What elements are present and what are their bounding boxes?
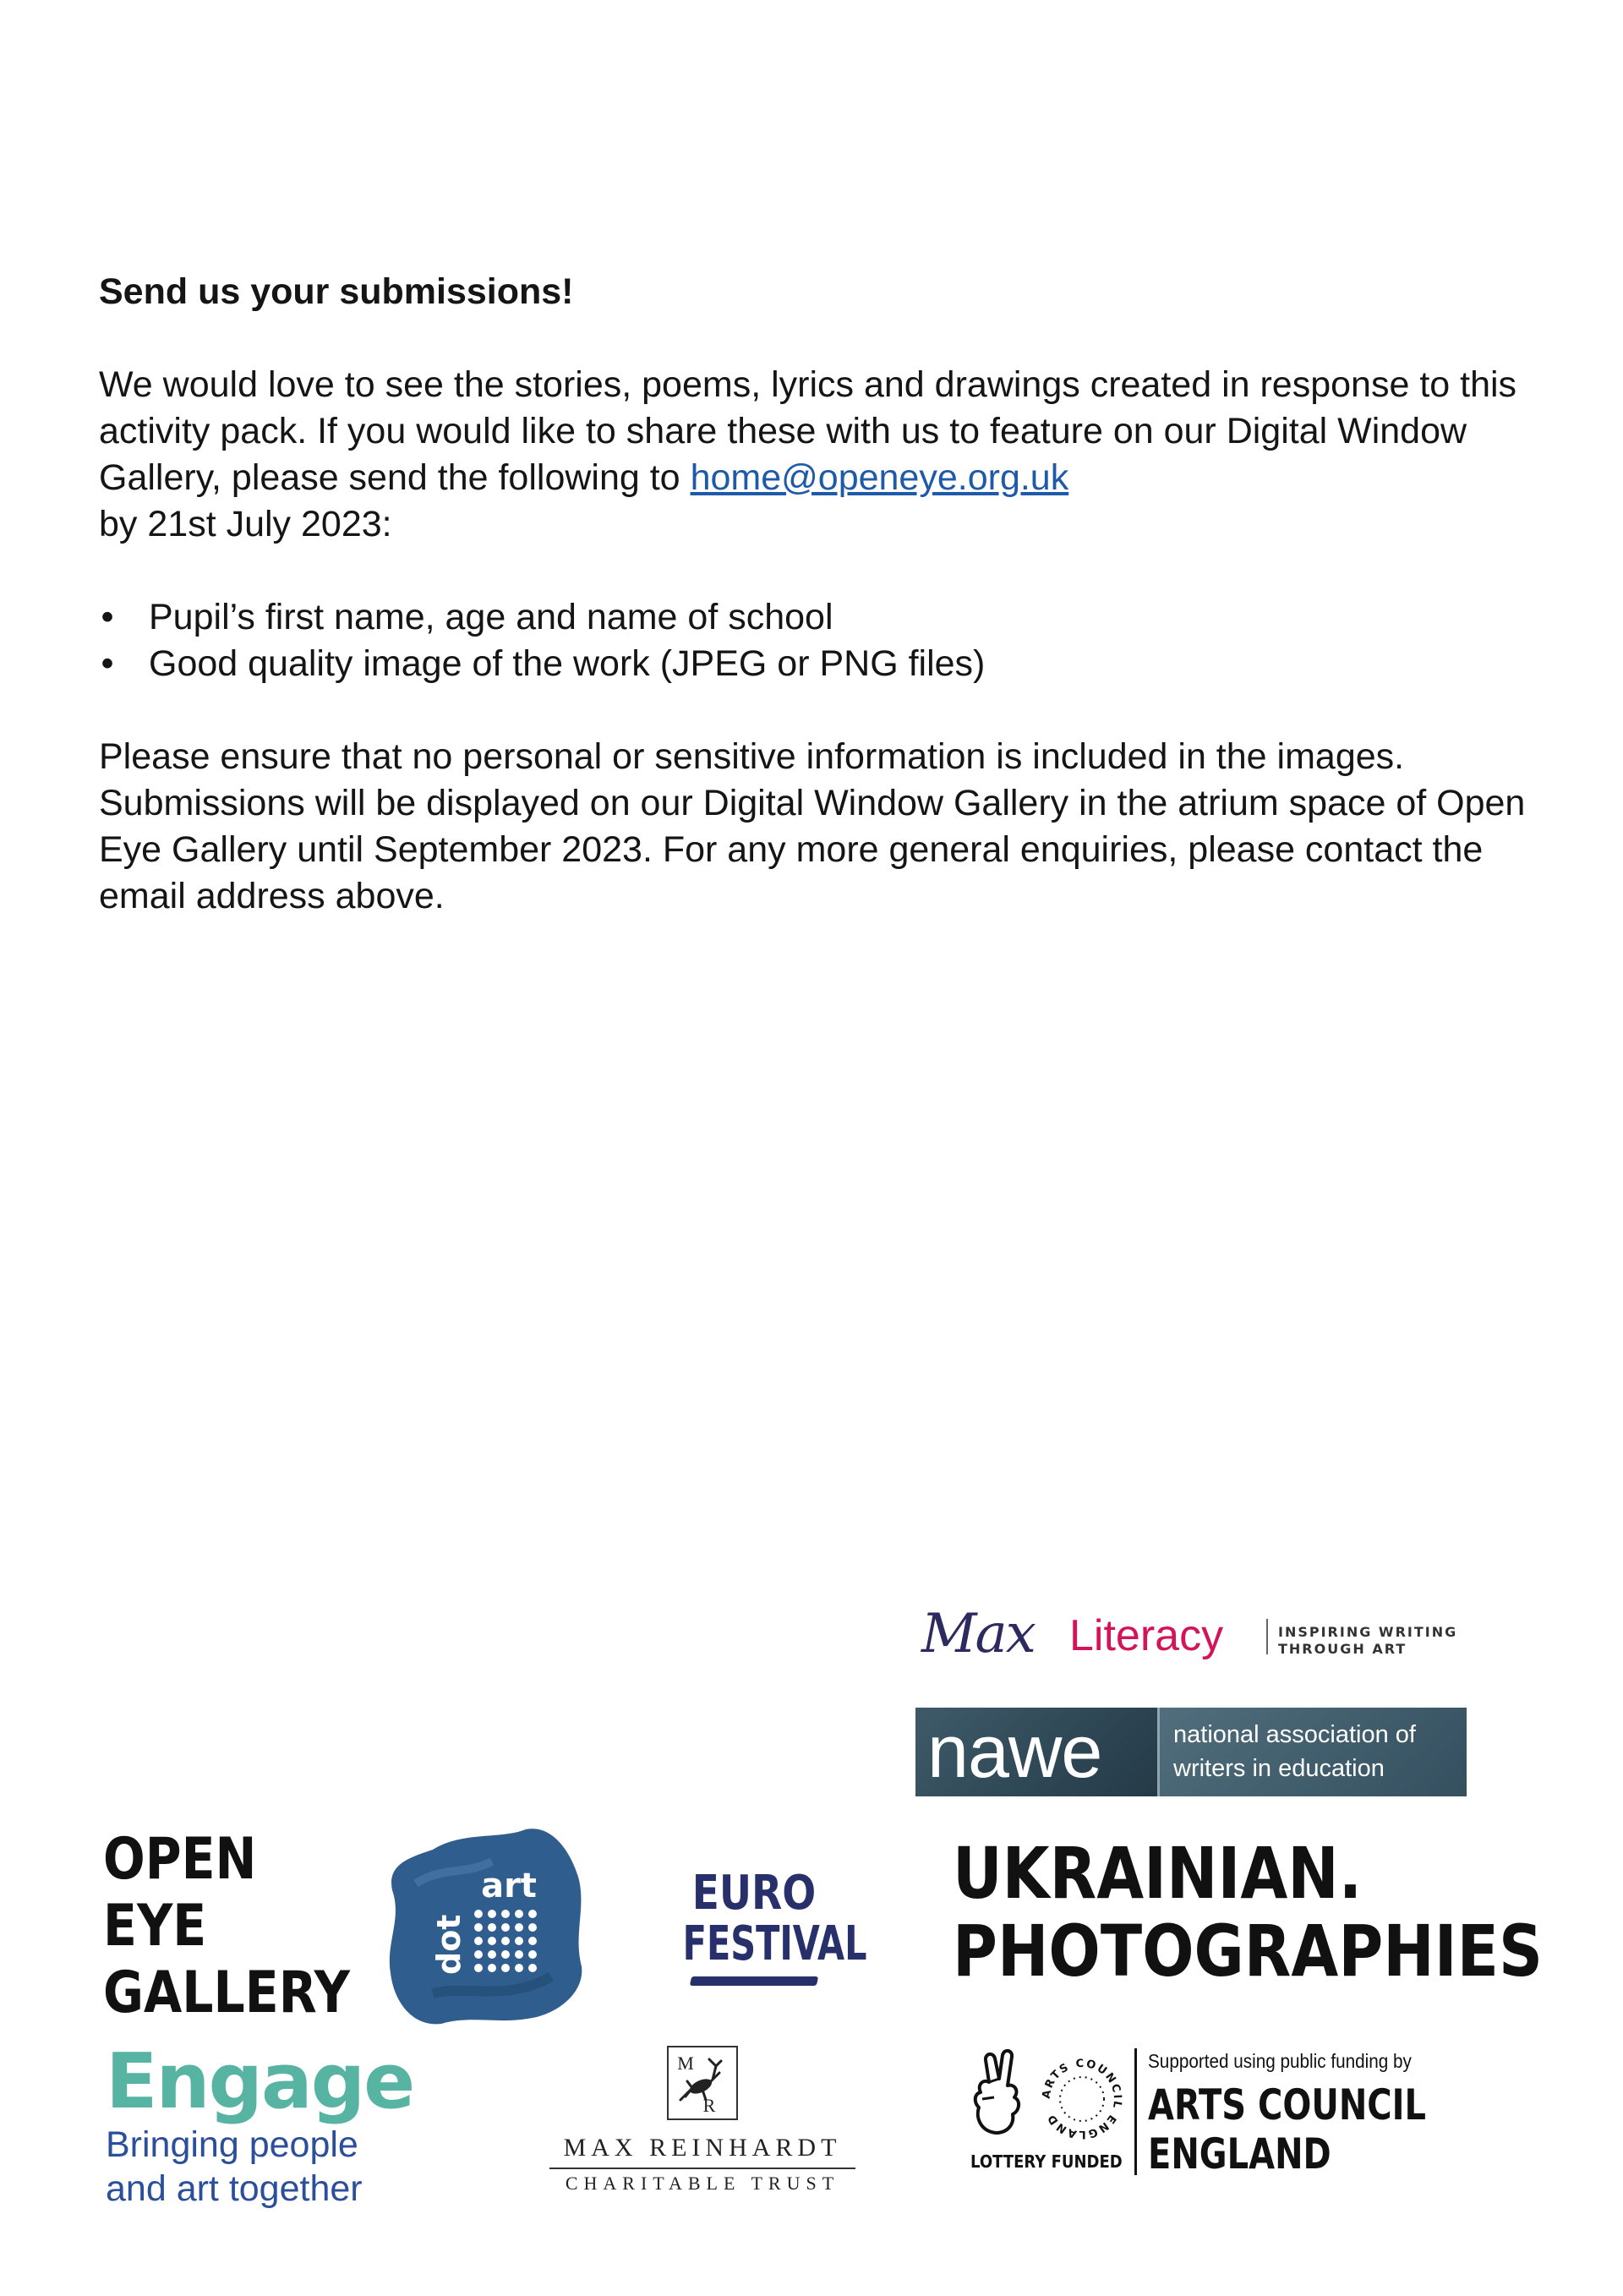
requirements-list — [99, 594, 1553, 687]
dot-art-dot-text: dot — [430, 1914, 467, 1975]
arts-council-ring-text: ARTS COUNCIL ENGLAND — [1040, 2057, 1124, 2141]
max-literacy-literacy: Literacy — [1069, 1611, 1224, 1660]
ukrainian-photographies-wordmark — [953, 1832, 1543, 1993]
max-literacy-tag-line2: THROUGH ART — [1278, 1641, 1407, 1657]
max-reinhardt-monogram — [667, 2046, 738, 2120]
arts-council-supported-text: Supported using public funding by — [1148, 2050, 1412, 2072]
open-eye-gallery-wordmark — [103, 1826, 350, 2026]
max-reinhardt-logo — [549, 2046, 855, 2198]
bullet-icon: • — [101, 597, 114, 637]
submissions-closing: Please ensure that no personal or sensitive information is included in the images. Submissions will be displayed on our Digital Window Gallery in the atrium space of Open Eye Gallery until September 2023. For any more general enquiries, please contact the email address above. — [99, 736, 1526, 916]
max-reinhardt-trust: CHARITABLE TRUST — [565, 2173, 840, 2194]
submissions-heading: Send us your submissions! — [99, 271, 574, 312]
nawe-wordmark-panel — [915, 1708, 1157, 1796]
list-item-text: Pupil’s first name, age and name of school — [149, 597, 833, 637]
max-literacy-tagline — [1278, 1624, 1457, 1658]
lottery-funded-text: LOTTERY FUNDED — [970, 2151, 1123, 2172]
engage-sub-line1: Bringing people — [106, 2124, 358, 2165]
nawe-full-name — [1173, 1718, 1416, 1785]
ukr-line2: PHOTOGRAPHIES — [953, 1910, 1543, 1993]
intro-text: We would love to see the stories, poems, lyrics and drawings created in response to this activity pack. If you would like to share these with us to feature on our Digital Window Gallery, please send the following to — [99, 364, 1517, 498]
open-eye-gallery-logo — [103, 1826, 390, 2026]
stag-icon — [669, 2047, 736, 2118]
submissions-intro — [99, 362, 1553, 548]
max-literacy-logo — [921, 1600, 1462, 1668]
arts-council-name — [1148, 2080, 1426, 2178]
nawe-line2: writers in education — [1173, 1755, 1385, 1782]
oeg-line2: EYE — [103, 1893, 207, 1960]
euro-festival-line1: EURO — [691, 1866, 817, 1921]
email-link[interactable]: home@openeye.org.uk — [690, 457, 1069, 498]
euro-festival-logo — [658, 1866, 867, 1986]
nawe-line1: national association of — [1173, 1721, 1416, 1748]
arts-council-logo — [964, 2048, 1437, 2178]
arts-council-divider — [1134, 2048, 1137, 2175]
list-item — [99, 594, 1553, 641]
euro-festival-underline — [690, 1976, 818, 1986]
list-item-text: Good quality image of the work (JPEG or PNG files) — [149, 643, 986, 684]
deadline-text: by 21st July 2023: — [99, 504, 392, 544]
lottery-crossed-fingers-icon — [964, 2048, 1031, 2141]
max-literacy-max: Max — [921, 1603, 1035, 1665]
ukrainian-photographies-logo — [953, 1832, 1623, 1993]
engage-logo — [106, 2037, 414, 2211]
bullet-icon: • — [101, 643, 114, 684]
euro-festival-line2: FESTIVAL — [682, 1916, 867, 1971]
monogram-r: R — [702, 2095, 716, 2116]
dot-art-art-text: art — [481, 1867, 537, 1905]
dot-art-logo — [382, 1824, 585, 2027]
nawe-text-panel — [1160, 1708, 1467, 1796]
oeg-line1: OPEN — [103, 1826, 257, 1893]
oeg-line3: GALLERY — [103, 1960, 350, 2026]
monogram-m: M — [677, 2053, 694, 2074]
nawe-logo — [915, 1708, 1467, 1796]
engage-subtitle — [106, 2123, 413, 2211]
nawe-wordmark: nawe — [927, 1709, 1102, 1793]
arts-council-ring-icon — [1031, 2048, 1133, 2150]
max-literacy-divider — [1266, 1619, 1268, 1654]
svg-text:ARTS COUNCIL ENGLAND — [1041, 2058, 1123, 2140]
submissions-section — [99, 269, 1553, 920]
max-reinhardt-name: MAX REINHARDT — [549, 2132, 855, 2169]
max-literacy-tag-line1: INSPIRING WRITING — [1278, 1624, 1458, 1640]
ukr-line1: UKRAINIAN. — [953, 1832, 1363, 1915]
engage-sub-line2: and art together — [106, 2168, 363, 2209]
engage-title: Engage — [106, 2037, 414, 2126]
arts-council-name-line2: ENGLAND — [1148, 2129, 1331, 2178]
list-item — [99, 641, 1553, 687]
arts-council-name-line1: ARTS COUNCIL — [1148, 2080, 1427, 2129]
